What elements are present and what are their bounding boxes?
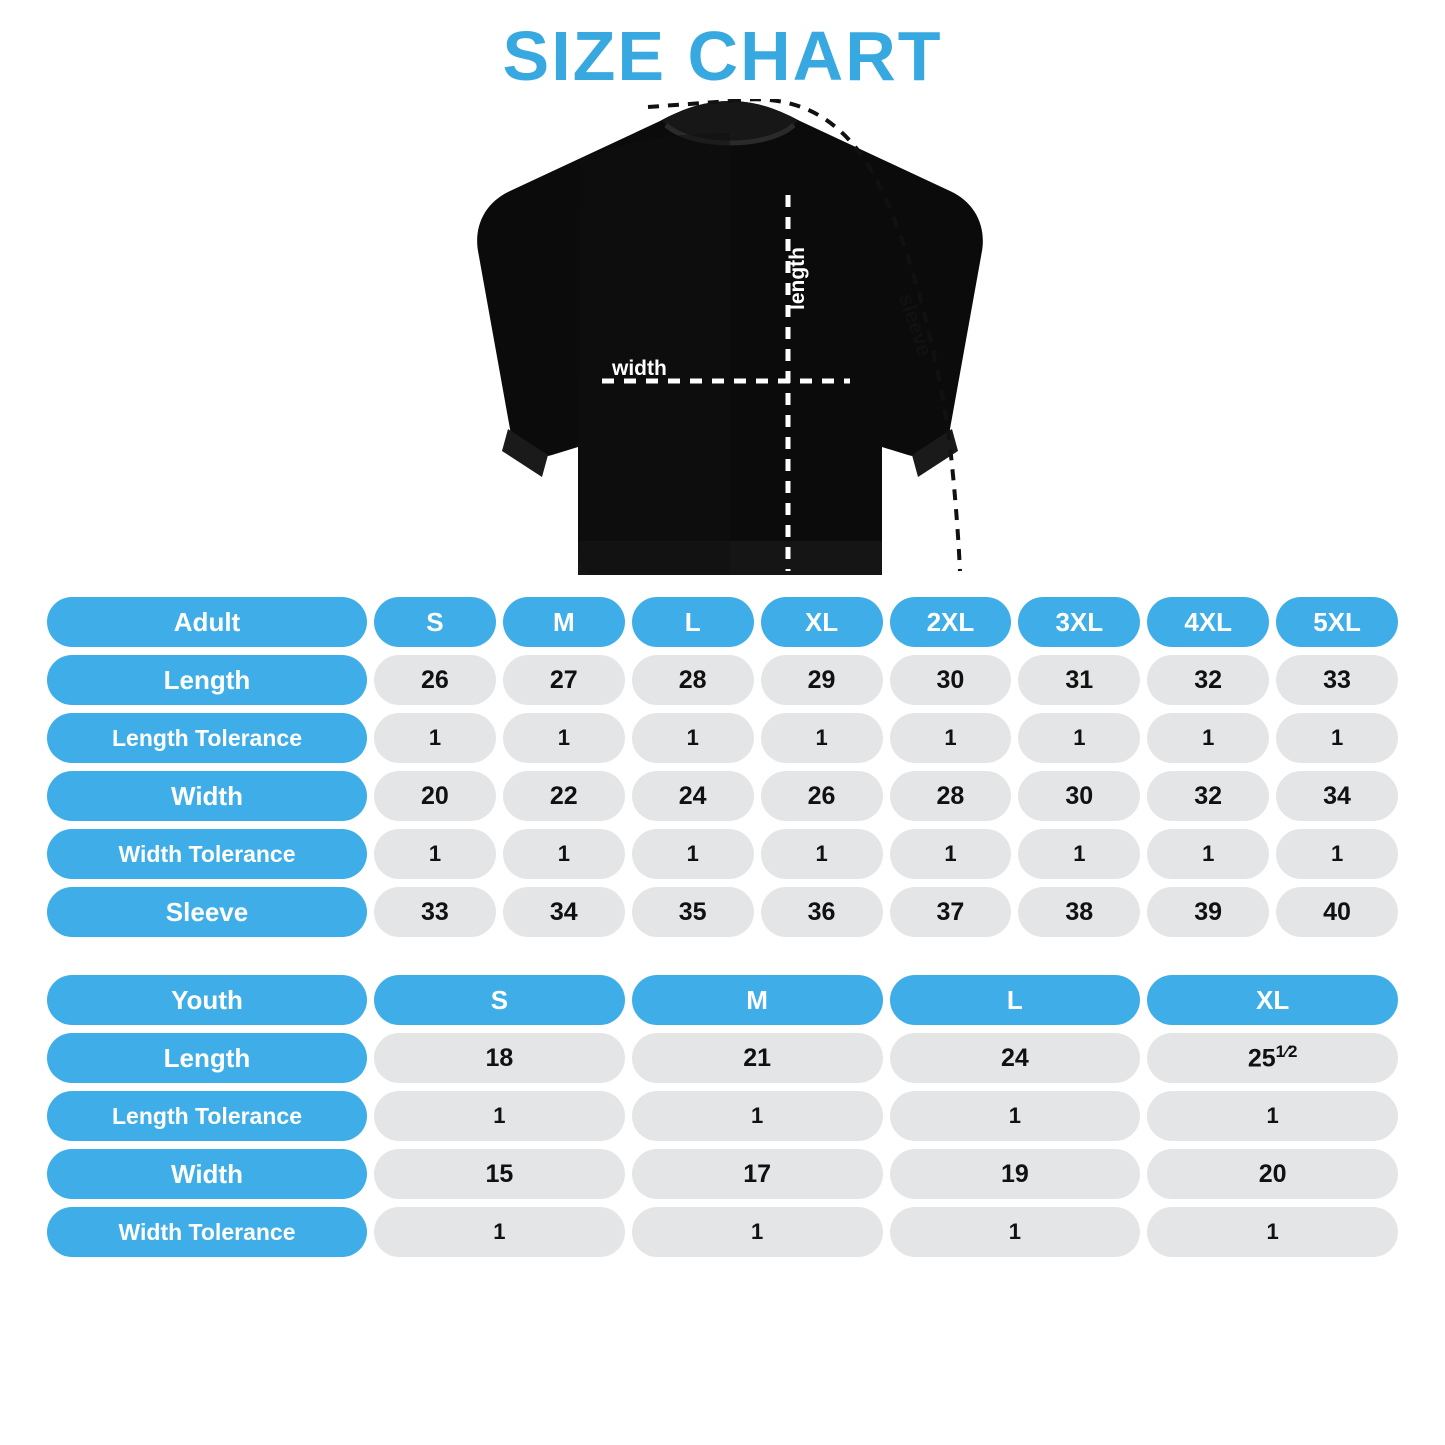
adult-width-3xl: 30 [1018,771,1140,821]
table-row [47,1207,1398,1257]
adult-row-label-length-tolerance: Length Tolerance [47,713,367,763]
adult-length-l: 28 [632,655,754,705]
adult-col-2xl: 2XL [890,597,1012,647]
youth-width-tol-xl: 1 [1147,1207,1398,1257]
table-row [47,655,1398,705]
adult-sleeve-s: 33 [374,887,496,937]
table-row [47,975,1398,1025]
youth-col-m: M [632,975,883,1025]
youth-width-s: 15 [374,1149,625,1199]
youth-length-m: 21 [632,1033,883,1083]
adult-header-label: Adult [47,597,367,647]
adult-width-l: 24 [632,771,754,821]
adult-sleeve-3xl: 38 [1018,887,1140,937]
youth-width-tol-s: 1 [374,1207,625,1257]
adult-length-tol-2xl: 1 [890,713,1012,763]
adult-col-m: M [503,597,625,647]
adult-length-tol-m: 1 [503,713,625,763]
table-row [47,829,1398,879]
adult-length-tol-s: 1 [374,713,496,763]
youth-row-label-length-tolerance: Length Tolerance [47,1091,367,1141]
table-row [47,771,1398,821]
adult-width-tol-3xl: 1 [1018,829,1140,879]
adult-col-l: L [632,597,754,647]
adult-length-tol-4xl: 1 [1147,713,1269,763]
adult-row-label-width-tolerance: Width Tolerance [47,829,367,879]
adult-size-table [40,589,1405,945]
table-row [47,1149,1398,1199]
adult-col-4xl: 4XL [1147,597,1269,647]
youth-width-m: 17 [632,1149,883,1199]
adult-length-3xl: 31 [1018,655,1140,705]
adult-sleeve-2xl: 37 [890,887,1012,937]
youth-length-tol-s: 1 [374,1091,625,1141]
adult-width-2xl: 28 [890,771,1012,821]
youth-length-tol-l: 1 [890,1091,1141,1141]
adult-sleeve-5xl: 40 [1276,887,1398,937]
adult-width-tol-xl: 1 [761,829,883,879]
adult-col-s: S [374,597,496,647]
youth-width-tol-m: 1 [632,1207,883,1257]
adult-row-label-width: Width [47,771,367,821]
table-row [47,597,1398,647]
adult-length-tol-xl: 1 [761,713,883,763]
youth-length-xl: $25^{1⁄2}$ [1147,1033,1398,1083]
length-label: length [786,247,809,310]
adult-col-3xl: 3XL [1018,597,1140,647]
adult-row-label-length: Length [47,655,367,705]
adult-length-xl: 29 [761,655,883,705]
page-title: SIZE CHART [502,17,943,95]
youth-col-s: S [374,975,625,1025]
adult-length-tol-5xl: 1 [1276,713,1398,763]
youth-row-label-length: Length [47,1033,367,1083]
adult-length-s: 26 [374,655,496,705]
adult-width-tol-5xl: 1 [1276,829,1398,879]
adult-length-tol-l: 1 [632,713,754,763]
youth-width-l: 19 [890,1149,1141,1199]
table-row [47,1091,1398,1141]
youth-length-tol-xl: 1 [1147,1091,1398,1141]
adult-width-tol-2xl: 1 [890,829,1012,879]
adult-width-4xl: 32 [1147,771,1269,821]
adult-width-5xl: 34 [1276,771,1398,821]
adult-row-label-sleeve: Sleeve [47,887,367,937]
adult-width-tol-l: 1 [632,829,754,879]
youth-col-l: L [890,975,1141,1025]
table-row [47,713,1398,763]
adult-length-tol-3xl: 1 [1018,713,1140,763]
width-label: width [612,357,667,380]
youth-length-tol-m: 1 [632,1091,883,1141]
adult-sleeve-m: 34 [503,887,625,937]
adult-width-m: 22 [503,771,625,821]
youth-length-s: 18 [374,1033,625,1083]
adult-length-m: 27 [503,655,625,705]
youth-length-l: 24 [890,1033,1141,1083]
adult-length-2xl: 30 [890,655,1012,705]
adult-width-tol-m: 1 [503,829,625,879]
table-row [47,887,1398,937]
youth-header-label: Youth [47,975,367,1025]
youth-row-label-width-tolerance: Width Tolerance [47,1207,367,1257]
sweatshirt-graphic [430,99,1030,589]
youth-width-xl: 20 [1147,1149,1398,1199]
adult-col-5xl: 5XL [1276,597,1398,647]
adult-width-tol-s: 1 [374,829,496,879]
table-row [47,1033,1398,1083]
adult-width-xl: 26 [761,771,883,821]
adult-width-s: 20 [374,771,496,821]
adult-length-5xl: 33 [1276,655,1398,705]
size-tables [0,589,1445,1265]
youth-row-label-width: Width [47,1149,367,1199]
youth-col-xl: XL [1147,975,1398,1025]
adult-sleeve-l: 35 [632,887,754,937]
youth-size-table [40,967,1405,1265]
adult-sleeve-4xl: 39 [1147,887,1269,937]
adult-sleeve-xl: 36 [761,887,883,937]
adult-width-tol-4xl: 1 [1147,829,1269,879]
adult-length-4xl: 32 [1147,655,1269,705]
garment-illustration [0,99,1445,589]
adult-col-xl: XL [761,597,883,647]
sleeve-label: sleeve [894,291,936,360]
youth-width-tol-l: 1 [890,1207,1141,1257]
